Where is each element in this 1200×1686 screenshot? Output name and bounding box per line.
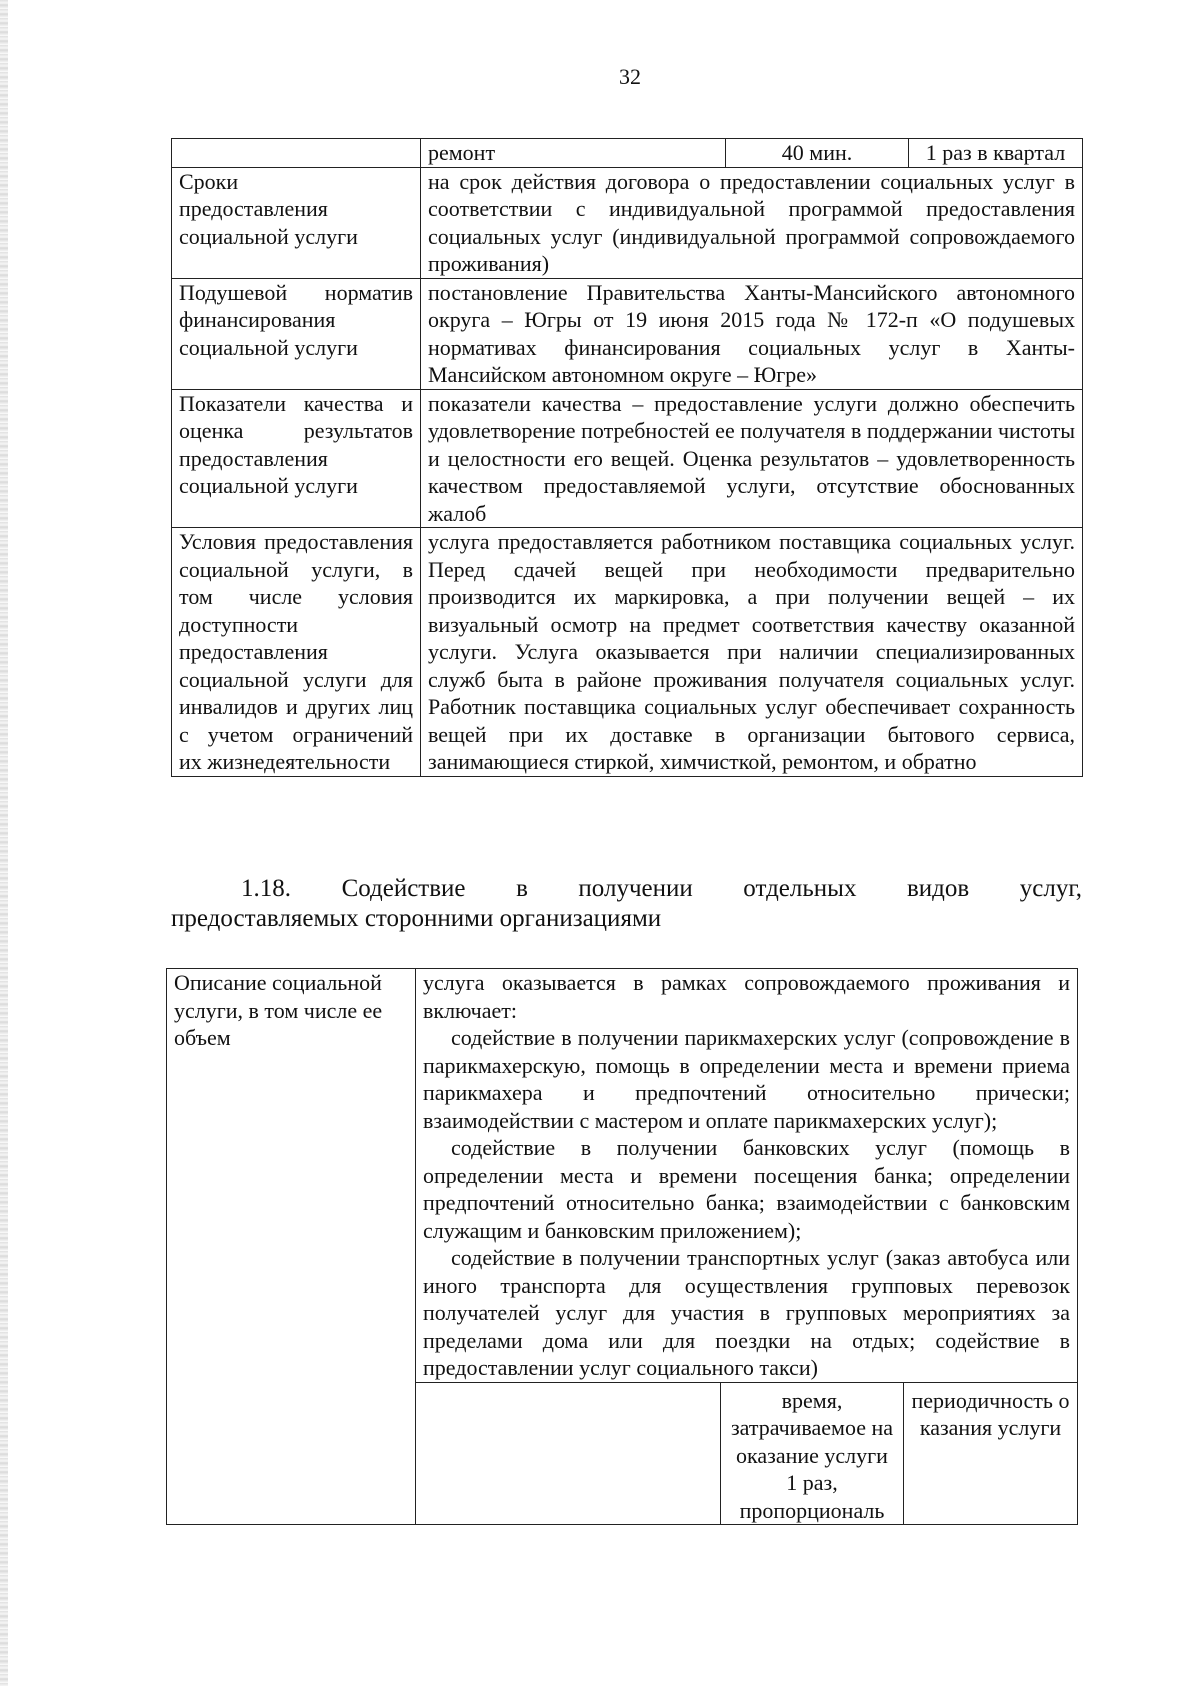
list-item: содействие в получении парикмахерских услуг (сопровождение в парикмахерскую, помощь в определении места и времени приема парикмахера и предпочтений относительно прически; взаимодействии с мастером и оплате парикмахерских услуг); — [423, 1025, 1070, 1133]
row-label: Подушевой норматив финансирования социальной услуги — [172, 278, 421, 389]
service-name-cell: ремонт — [421, 139, 726, 168]
table-row — [172, 528, 1083, 777]
table-row — [172, 278, 1083, 389]
description-intro: услуга оказывается в рамках сопровождаемого проживания и включает: — [423, 970, 1070, 1023]
service-table-continued — [171, 138, 1083, 777]
table-row — [172, 167, 1083, 278]
duration-cell: 40 мин. — [726, 139, 909, 168]
frequency-header: периодичность оказания услуги — [904, 1382, 1078, 1525]
row-label: Описание социальной услуги, в том числе ее объем — [167, 969, 416, 1525]
section-title-text: Содействие в получении отдельных видов услуг, — [341, 875, 1083, 902]
row-label: Показатели качества и оценка результатов предоставления социальной услуги — [172, 389, 421, 528]
empty-cell — [416, 1382, 721, 1525]
row-value: показатели качества – предоставление услуги должно обеспечить удовлетворение потребностей ее получателя в поддержании чистоты и целостности его вещей. Оценка результатов – удовлетворенность качеством предоставляемой услуги, отсутствие обоснованных жалоб — [421, 389, 1083, 528]
table-row — [172, 389, 1083, 528]
page-number: 32 — [619, 64, 641, 89]
section-number: 1.18. — [241, 875, 291, 902]
row-value: услуга предоставляется работником поставщика социальных услуг. Перед сдачей вещей при необходимости предварительно производится их маркировка, а при получении вещей – их визуальный осмотр на предмет соответствия качеству оказанной услуги. Услуга оказывается при наличии специализированных служб быта в районе проживания получателя социальных услуг. Работник поставщика социальных услуг обеспечивает сохранность вещей при их доставке в организации бытового сервиса, занимающиеся стиркой, химчисткой, ремонтом, и обратно — [421, 528, 1083, 777]
empty-cell — [172, 139, 421, 168]
list-item: содействие в получении банковских услуг (помощь в определении места и времени посещения банка; определении предпочтений относительно банка; взаимодействии с банковским служащим и банковским приложением); — [423, 1135, 1070, 1243]
table-row — [167, 969, 1078, 1383]
row-label: Условия предоставления социальной услуги, в том числе условия доступности предоставления социальной услуги для инвалидов и других лиц с учетом ограничений их жизнедеятельности — [172, 528, 421, 777]
table-row-repair — [172, 139, 1083, 168]
frequency-cell: 1 раз в квартал — [909, 139, 1083, 168]
row-value: постановление Правительства Ханты-Мансийского автономного округа – Югры от 19 июня 2015 года № 172-п «О подушевых нормативах финансирования социальных услуг в Ханты-Мансийском автономном округе – Югре» — [421, 278, 1083, 389]
row-label: Сроки предоставления социальной услуги — [172, 167, 421, 278]
time-spent-header: время, затрачиваемое на оказание услуги 1 раз, пропорциональ — [721, 1382, 904, 1525]
section-heading — [171, 874, 1082, 934]
scan-edge — [0, 0, 8, 1686]
row-value — [416, 969, 1078, 1383]
service-description-table — [166, 968, 1078, 1525]
section-title-line2: предоставляемых сторонними организациями — [171, 905, 662, 932]
section-title-line1 — [171, 874, 1082, 904]
list-item: содействие в получении транспортных услуг (заказ автобуса или иного транспорта для осуществления групповых перевозок получателей услуг для участия в групповых мероприятиях за пределами дома или для поездки на отдых; содействие в предоставлении услуг социального такси) — [423, 1245, 1070, 1380]
row-value: на срок действия договора о предоставлении социальных услуг в соответствии с индивидуальной программой предоставления социальных услуг (индивидуальной программой сопровождаемого проживания) — [421, 167, 1083, 278]
